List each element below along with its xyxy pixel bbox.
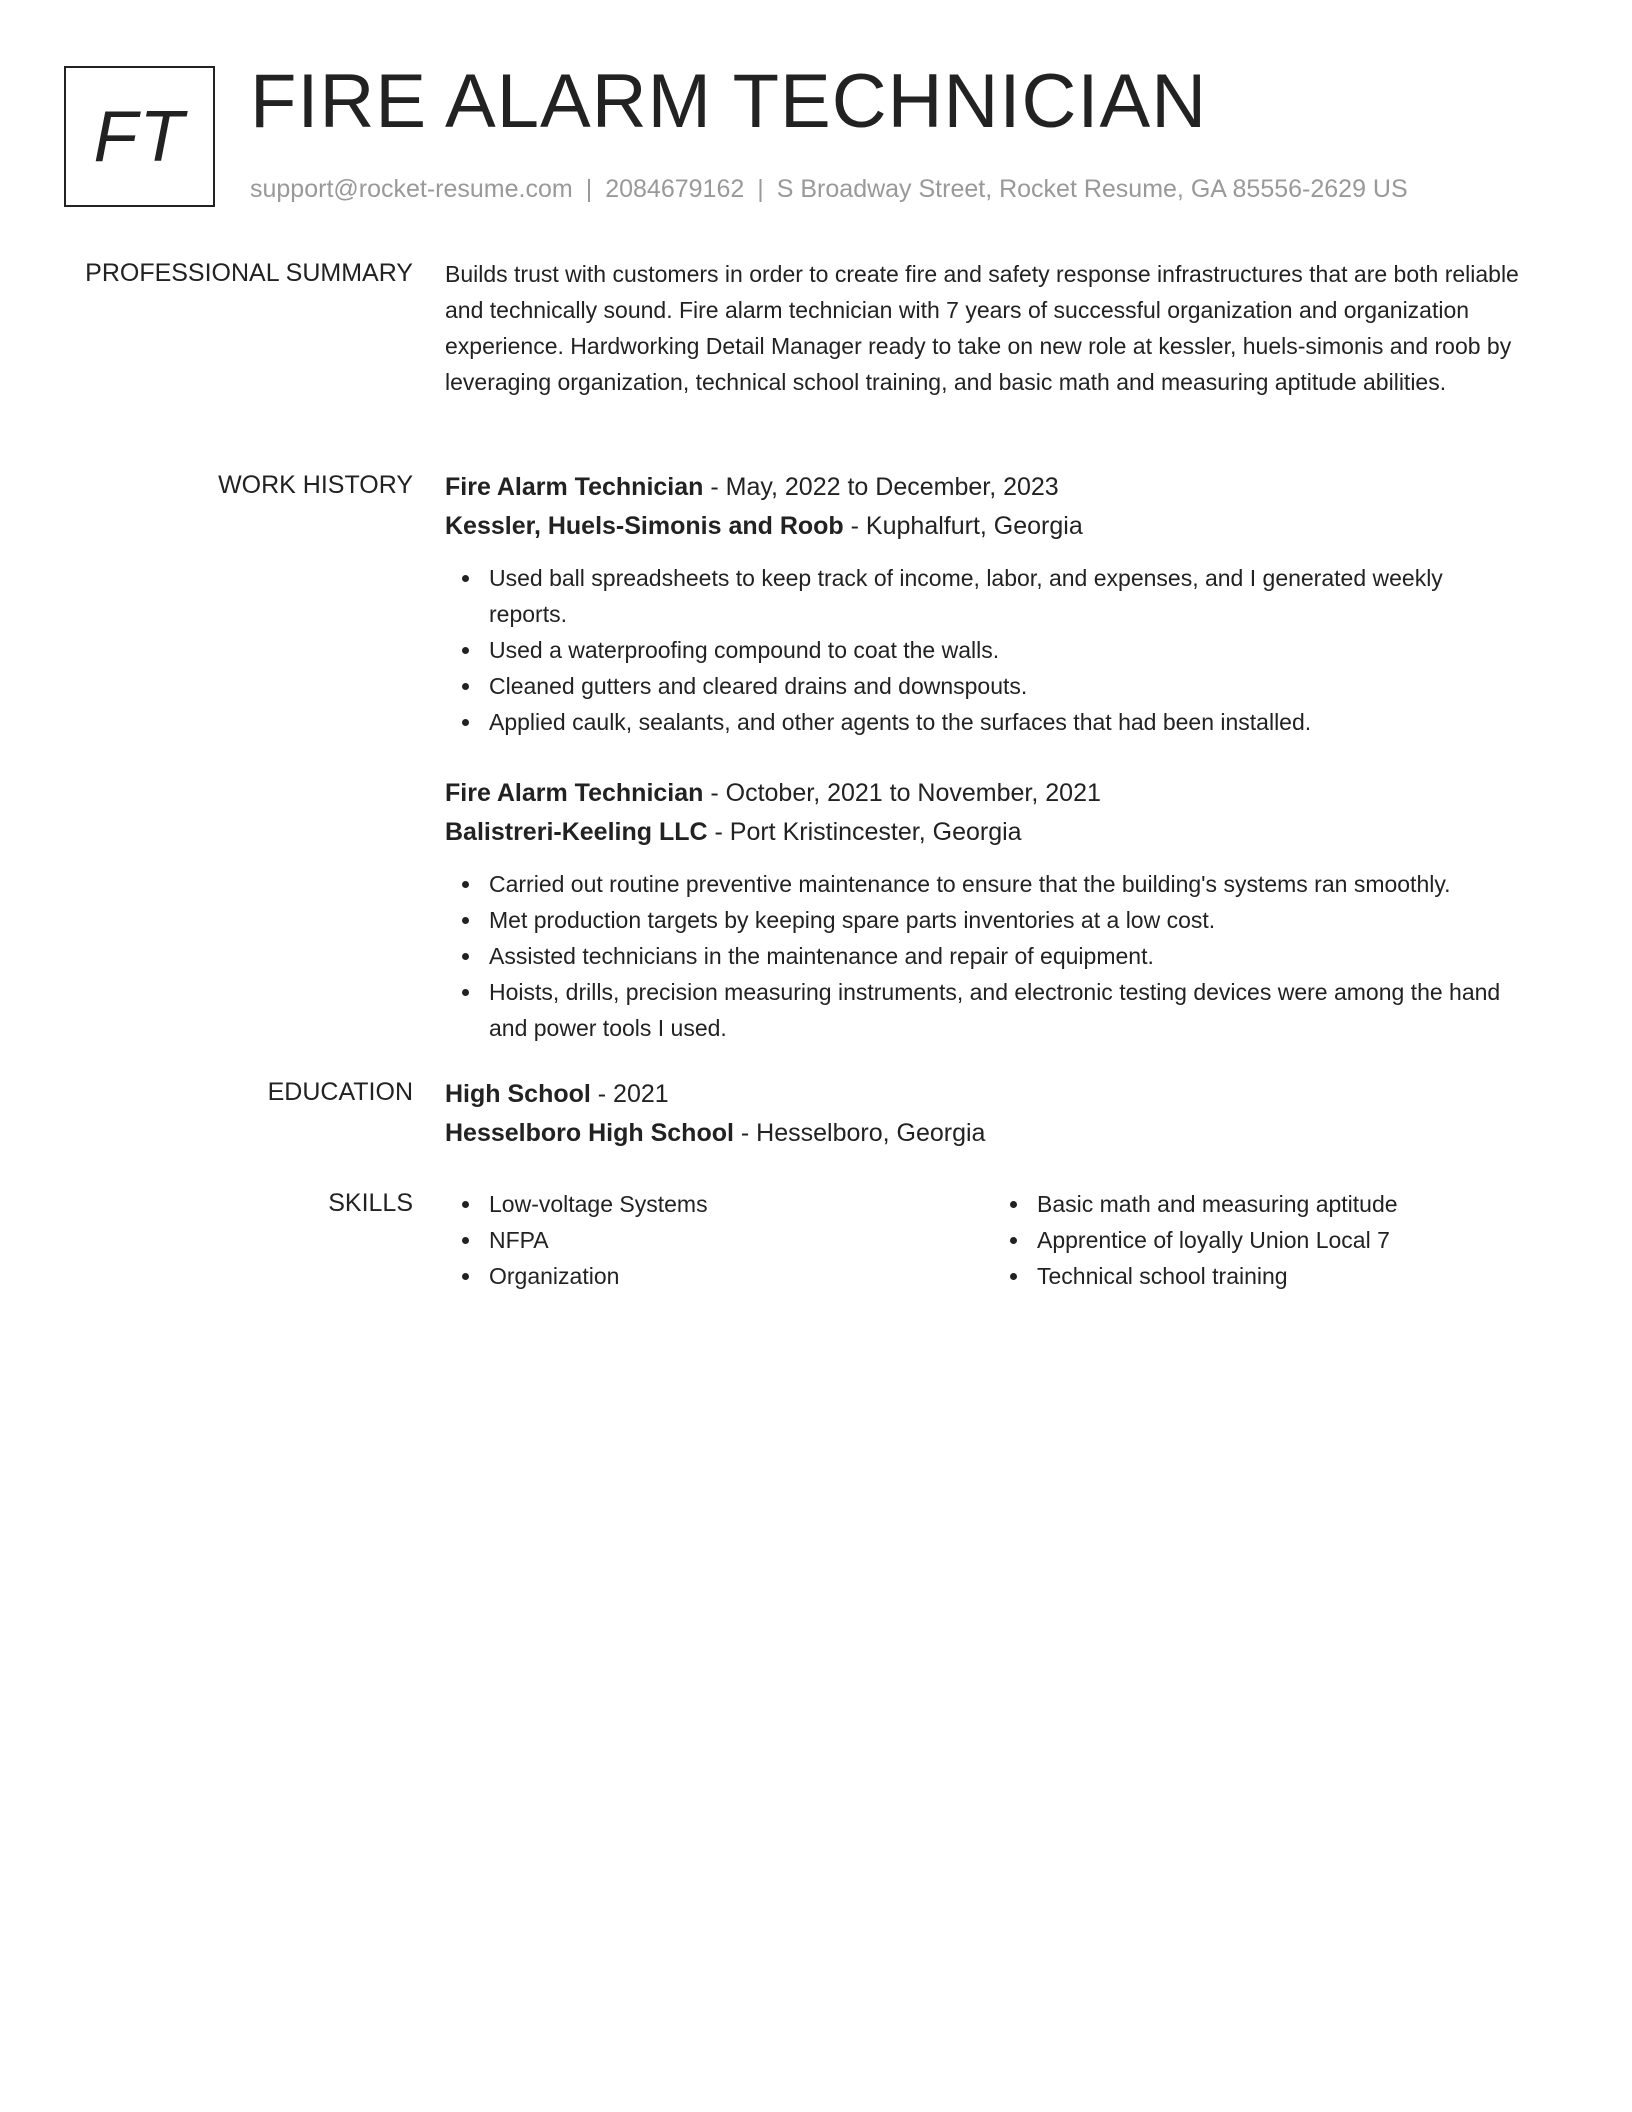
job-duty: Used ball spreadsheets to keep track of income, labor, and expenses, and I generated weekly reports. (445, 560, 1525, 632)
contact-phone: 2084679162 (605, 175, 745, 203)
skills-body (445, 1186, 1525, 1294)
education-body (445, 1075, 1525, 1153)
monogram-initials: FT (93, 96, 186, 177)
job-duty: Assisted technicians in the maintenance and repair of equipment. (445, 938, 1525, 974)
job-dates: - May, 2022 to December, 2023 (703, 473, 1059, 501)
job-title-line (445, 468, 1525, 507)
education-year: - 2021 (590, 1080, 669, 1108)
job-duties (445, 560, 1525, 740)
job-duty: Applied caulk, sealants, and other agents to the surfaces that had been installed. (445, 704, 1525, 740)
education-school-line (445, 1114, 1525, 1153)
contact-separator: | (757, 175, 764, 203)
contact-email: support@rocket-resume.com (250, 175, 573, 203)
job-entry (445, 774, 1525, 1046)
job-location: - Port Kristincester, Georgia (707, 818, 1022, 846)
skill-item: NFPA (445, 1222, 993, 1258)
job-duties (445, 866, 1525, 1046)
education-degree-line (445, 1075, 1525, 1114)
job-dates: - October, 2021 to November, 2021 (703, 779, 1101, 807)
education-school: Hesselboro High School (445, 1119, 734, 1147)
contact-line (250, 172, 1408, 206)
job-duty: Carried out routine preventive maintenance to ensure that the building's systems ran smoothly. (445, 866, 1525, 902)
skill-item: Technical school training (993, 1258, 1541, 1294)
job-title-line (445, 774, 1525, 813)
job-duty: Hoists, drills, precision measuring instruments, and electronic testing devices were among the hand and power tools I used. (445, 974, 1525, 1046)
job-role: Fire Alarm Technician (445, 473, 704, 501)
monogram-box (64, 66, 215, 207)
education-degree: High School (445, 1080, 591, 1108)
skill-item: Apprentice of loyally Union Local 7 (993, 1222, 1541, 1258)
skills-list-left (445, 1186, 993, 1294)
skills-heading: SKILLS (328, 1189, 413, 1217)
work-history-heading: WORK HISTORY (218, 471, 413, 499)
job-company: Kessler, Huels-Simonis and Roob (445, 512, 844, 540)
summary-heading: PROFESSIONAL SUMMARY (85, 259, 413, 287)
job-entry (445, 468, 1525, 740)
skill-item: Low-voltage Systems (445, 1186, 993, 1222)
summary-text: Builds trust with customers in order to create fire and safety response infrastructures that are both reliable and technically sound. Fire alarm technician with 7 years of successful organization and organization experience. Hardworking Detail Manager ready to take on new role at kessler, huels-simonis and roob by leveraging organization, technical school training, and basic math and measuring aptitude abilities. (445, 261, 1519, 395)
job-duty: Used a waterproofing compound to coat the walls. (445, 632, 1525, 668)
skill-item: Organization (445, 1258, 993, 1294)
skills-list-right (993, 1186, 1541, 1294)
job-role: Fire Alarm Technician (445, 779, 704, 807)
contact-separator: | (585, 175, 593, 203)
job-company-line (445, 507, 1525, 546)
resume-title: FIRE ALARM TECHNICIAN (250, 59, 1208, 144)
job-duty: Met production targets by keeping spare parts inventories at a low cost. (445, 902, 1525, 938)
skill-item: Basic math and measuring aptitude (993, 1186, 1541, 1222)
contact-address: S Broadway Street, Rocket Resume, GA 85556-2629 US (776, 175, 1408, 203)
job-company-line (445, 813, 1525, 852)
education-location: - Hesselboro, Georgia (733, 1119, 986, 1147)
job-location: - Kuphalfurt, Georgia (843, 512, 1083, 540)
job-duty: Cleaned gutters and cleared drains and downspouts. (445, 668, 1525, 704)
education-heading: EDUCATION (267, 1078, 413, 1106)
work-history-body (445, 468, 1525, 1046)
job-company: Balistreri-Keeling LLC (445, 818, 708, 846)
